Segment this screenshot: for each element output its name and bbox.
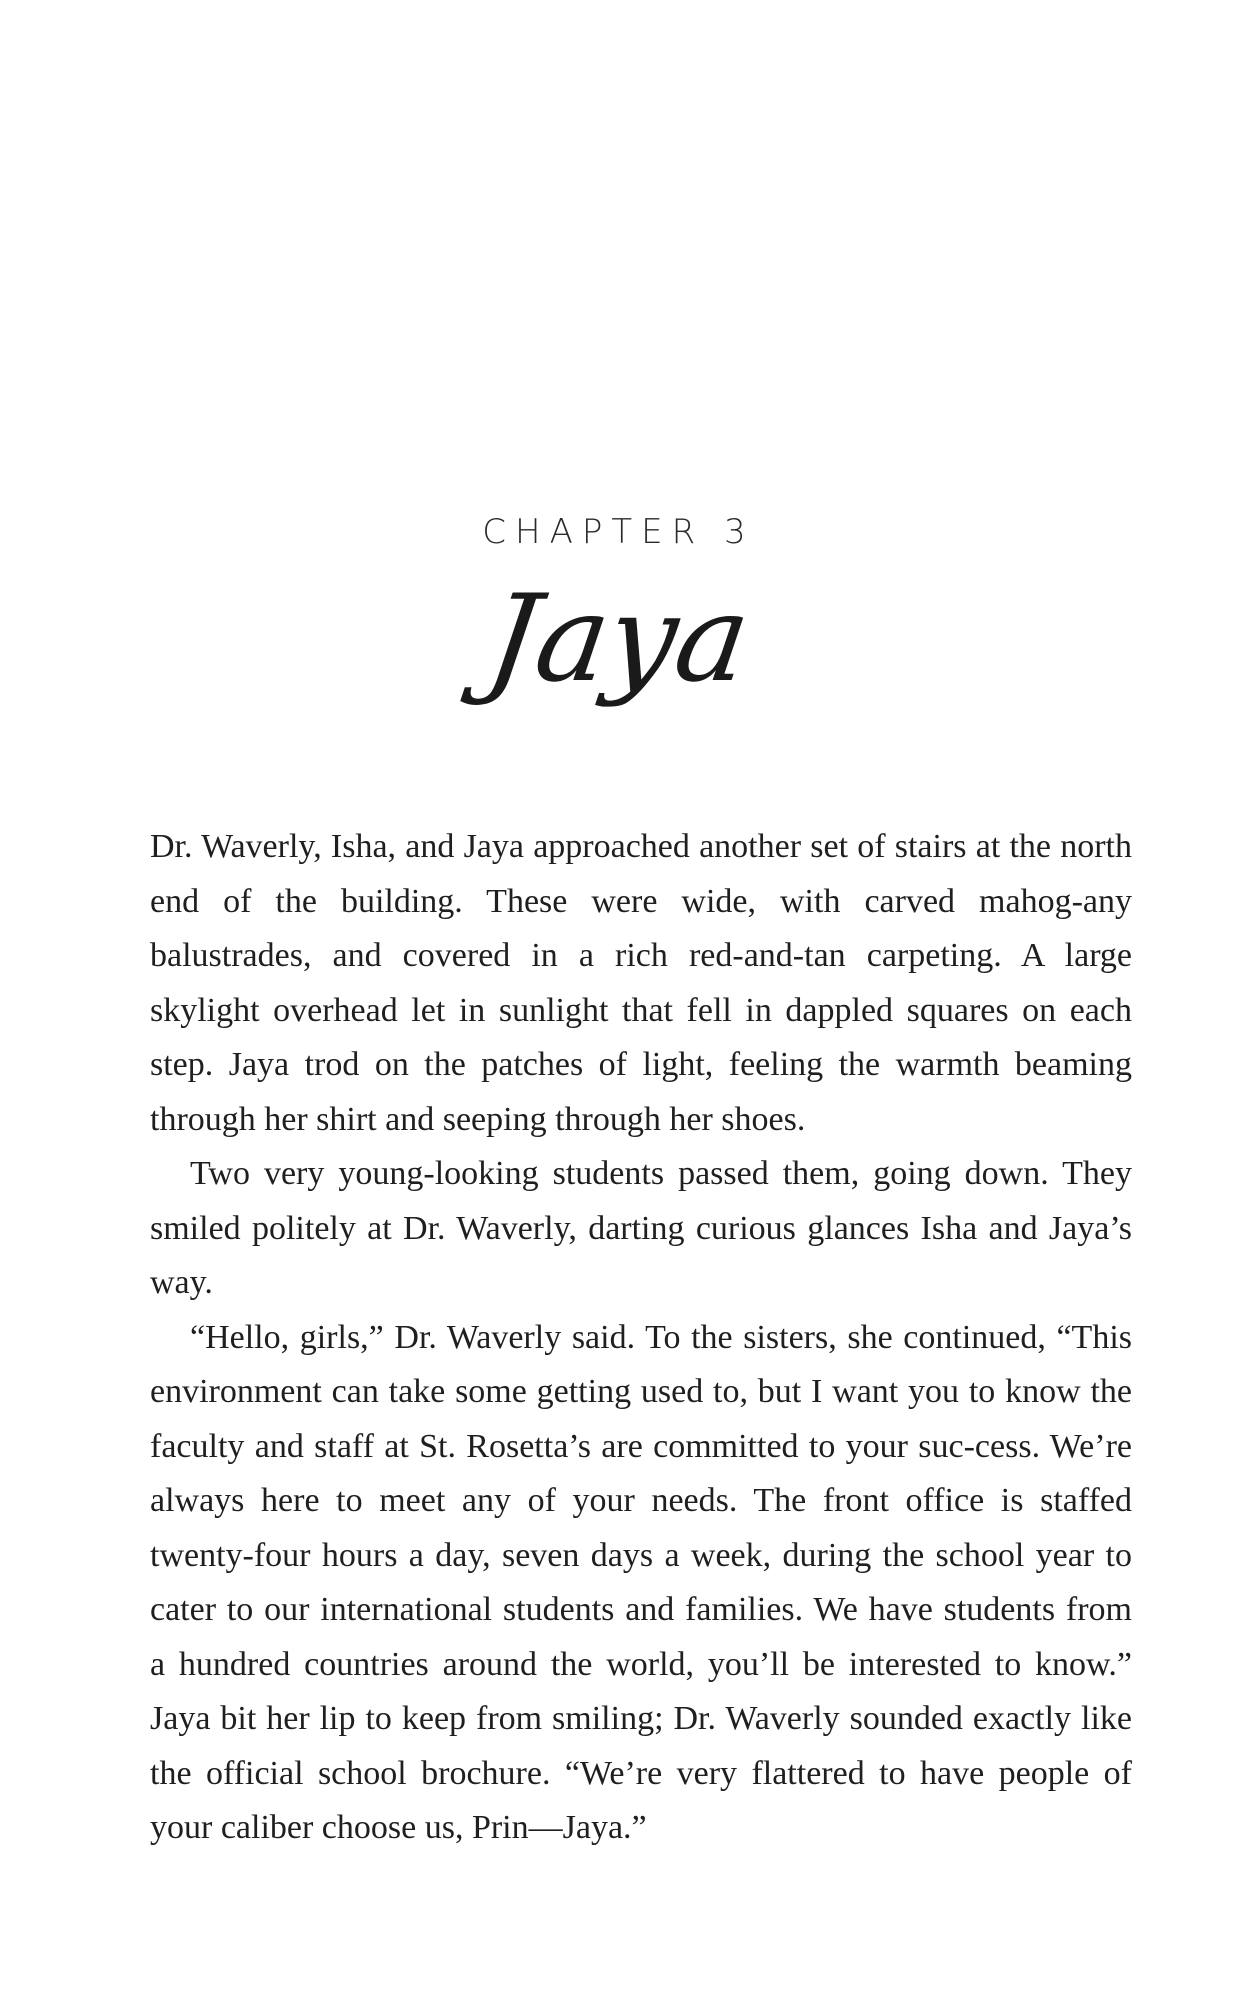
chapter-title: Jaya: [479, 570, 758, 709]
paragraph-3: “Hello, girls,” Dr. Waverly said. To the sisters, she continued, “This environment can take some getting used to, but I want you to know the faculty and staff at St. Rosetta’s are committed to your suc-cess. We’re always here to meet any of your needs. The front office is staffed twenty-four hours a day, seven days a week, during the school year to cater to our international students and families. We have students from a hundred countries around the world, you’ll be interested to know.” Jaya bit her lip to keep from smiling; Dr. Waverly sounded exactly like the official school brochure. “We’re very flattered to have people of your caliber choose us, Prin—Jaya.”: [150, 1318, 1132, 1846]
chapter-number: CHAPTER 3: [482, 512, 755, 552]
paragraph-1: Dr. Waverly, Isha, and Jaya approached another set of stairs at the north end of the building. These were wide, with carved mahog-any balustrades, and covered in a rich red-and-tan carpeting. A large skylight overhead let in sunlight that fell in dappled squares on each step. Jaya trod on the patches of light, feeling the warmth beaming through her shirt and seeping through her shoes.: [150, 828, 1132, 1138]
chapter-body: [150, 820, 1132, 1856]
paragraph-2: Two very young-looking students passed them, going down. They smiled politely at Dr. Waverly, darting curious glances Isha and Jaya’s way.: [150, 1155, 1132, 1301]
